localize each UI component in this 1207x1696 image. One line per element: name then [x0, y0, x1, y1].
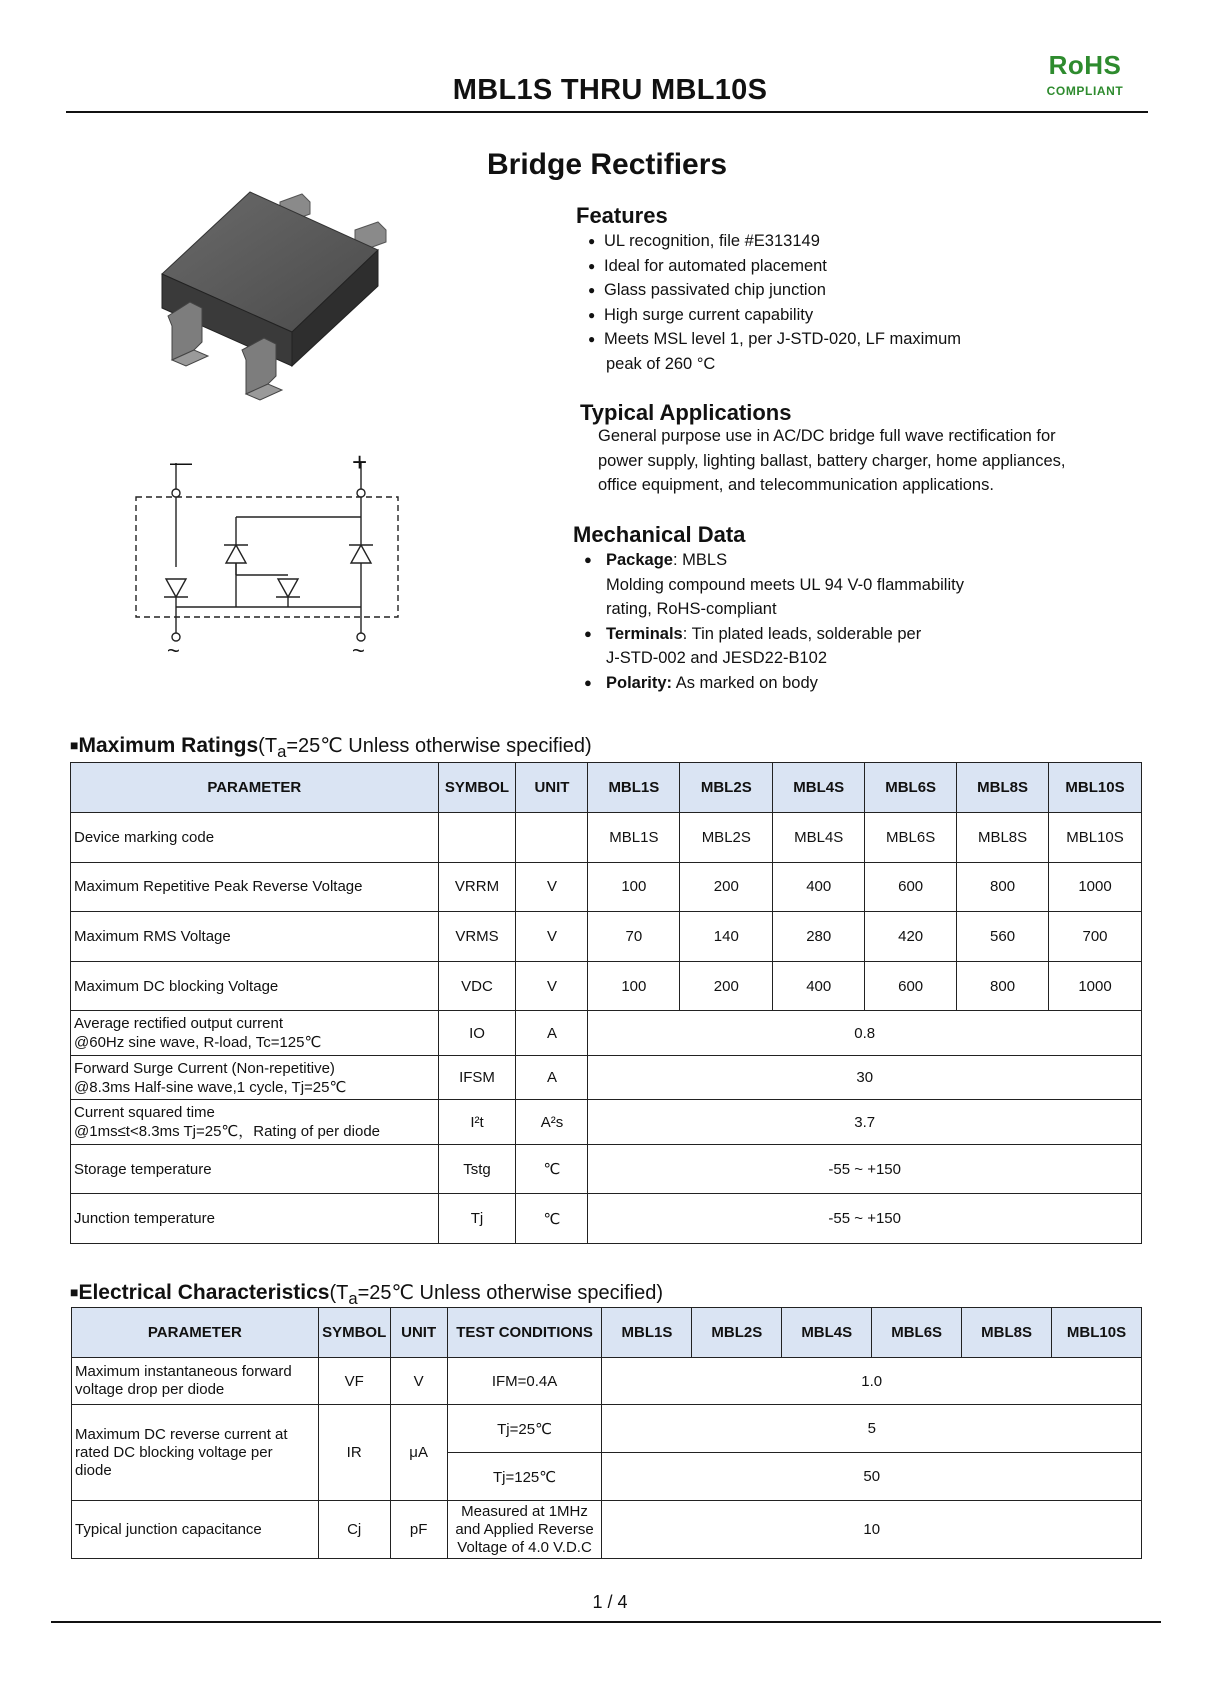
mechanical-list — [584, 548, 964, 695]
header-cell: PARAMETER — [71, 763, 439, 813]
header-cell: MBL10S — [1049, 763, 1142, 813]
header-cell: MBL2S — [680, 763, 773, 813]
header-cell: SYMBOL — [318, 1308, 390, 1358]
feature-item-continuation: peak of 260 °C — [606, 354, 716, 373]
table-row: Maximum DC reverse current at rated DC blocking voltage per diode IR μA Tj=25℃ 5 — [72, 1405, 1142, 1453]
header-cell: MBL2S — [692, 1308, 782, 1358]
negative-terminal-label: — — [170, 450, 192, 475]
max-ratings-title: ■Maximum $Ratings(T_a=25℃$ Unless otherwise specified) — [70, 734, 592, 761]
ac-terminal-label-right: ~ — [352, 638, 365, 663]
header-cell: MBL6S — [865, 763, 957, 813]
applications-line: General purpose use in AC/DC bridge full wave rectification for — [598, 427, 1056, 445]
max-ratings-table — [70, 762, 1142, 1244]
header-divider — [66, 111, 1148, 113]
rohs-label: RoHS — [1048, 50, 1122, 80]
header-cell: MBL6S — [872, 1308, 962, 1358]
page-number: 1 / 4 — [592, 1592, 628, 1612]
table-row: Average rectified output current @60Hz sine wave, R-load, Tc=125℃ IO A 0.8 — [71, 1011, 1142, 1056]
feature-item: ● UL recognition, file #E313149 — [588, 229, 961, 254]
header-cell: MBL8S — [957, 763, 1049, 813]
feature-item: ● Glass passivated chip junction — [588, 278, 961, 303]
positive-terminal-label: + — [352, 447, 368, 477]
mech-terminals-line: J-STD-002 and JESD22-B102 — [606, 649, 828, 667]
table-row: Typical junction capacitance Cj pF Measured at 1MHz and Applied Reverse Voltage of 4.0 V.D.C 10 — [72, 1501, 1142, 1559]
mech-package-line: rating, RoHS-compliant — [606, 600, 777, 618]
package-image — [150, 190, 430, 430]
header-cell: MBL1S — [588, 763, 680, 813]
electrical-table — [71, 1307, 1142, 1559]
feature-item: ● Meets MSL level 1, per J-STD-020, LF maximum — [588, 327, 961, 352]
table-header-row — [72, 1308, 1142, 1358]
header-cell: PARAMETER — [72, 1308, 319, 1358]
header-cell: MBL4S — [773, 763, 865, 813]
header-cell: MBL4S — [782, 1308, 872, 1358]
electrical-title: ■Electrical $Characteristics(T_a=25℃$ Unless otherwise specified) — [70, 1281, 663, 1308]
table-row: Storage temperature Tstg ℃ -55 ~ +150 — [71, 1144, 1142, 1194]
feature-item: ● High surge current capability — [588, 303, 961, 328]
features-list — [588, 229, 961, 376]
features-title: Features — [576, 203, 668, 228]
footer-divider — [51, 1621, 1161, 1623]
rohs-badge — [1030, 50, 1140, 98]
header-cell: UNIT — [516, 763, 588, 813]
mechanical-title: Mechanical Data — [573, 522, 746, 547]
header-cell: TEST CONDITIONS — [447, 1308, 602, 1358]
mech-polarity: ● Polarity: As marked on body — [584, 671, 964, 696]
table-row: Device marking code MBL1S MBL2S MBL4S MBL6S MBL8S MBL10S — [71, 813, 1142, 863]
header-cell: UNIT — [390, 1308, 447, 1358]
applications-line: office equipment, and telecommunication applications. — [598, 476, 994, 494]
feature-item: ● Ideal for automated placement — [588, 254, 961, 279]
applications-text — [598, 424, 1138, 498]
table-row: Maximum instantaneous forward voltage drop per diode VF V IFM=0.4A 1.0 — [72, 1358, 1142, 1405]
table-row: Tj=125℃ 50 — [72, 1453, 1142, 1501]
table-row: Maximum RMS Voltage VRMS V 70 140 280 420 560 700 — [71, 912, 1142, 962]
table-header-row — [71, 763, 1142, 813]
table-row: Junction temperature Tj ℃ -55 ~ +150 — [71, 1194, 1142, 1244]
header-cell: SYMBOL — [438, 763, 516, 813]
header-cell: MBL8S — [962, 1308, 1052, 1358]
header-cell: MBL10S — [1052, 1308, 1142, 1358]
ac-terminal-label-left: ~ — [167, 638, 180, 663]
rohs-compliant-label: COMPLIANT — [1046, 84, 1124, 98]
header-cell: MBL1S — [602, 1308, 692, 1358]
mech-package-line: Molding compound meets UL 94 V-0 flammability — [606, 575, 964, 594]
circuit-diagram — [128, 455, 408, 665]
product-subtitle: Bridge Rectifiers — [487, 148, 728, 181]
document-title: MBL1S THRU MBL10S — [452, 74, 768, 106]
table-row: Maximum Repetitive Peak Reverse Voltage VRRM V 100 200 400 600 800 1000 — [71, 862, 1142, 912]
mech-terminals: ● Terminals: Tin plated leads, solderable per — [584, 622, 964, 647]
applications-line: power supply, lighting ballast, battery charger, home appliances, — [598, 451, 1066, 470]
table-row: Forward Surge Current (Non-repetitive) @8.3ms Half-sine wave,1 cycle, Tj=25℃ IFSM A 30 — [71, 1055, 1142, 1100]
applications-title: Typical Applications — [580, 400, 792, 425]
mech-package: ● Package: MBLS — [584, 548, 964, 573]
table-row: Current squared time @1ms≤t<8.3ms Tj=25℃，Rating of per diode I²t A²s 3.7 — [71, 1100, 1142, 1145]
table-row: Maximum DC blocking Voltage VDC V 100 200 400 600 800 1000 — [71, 961, 1142, 1011]
